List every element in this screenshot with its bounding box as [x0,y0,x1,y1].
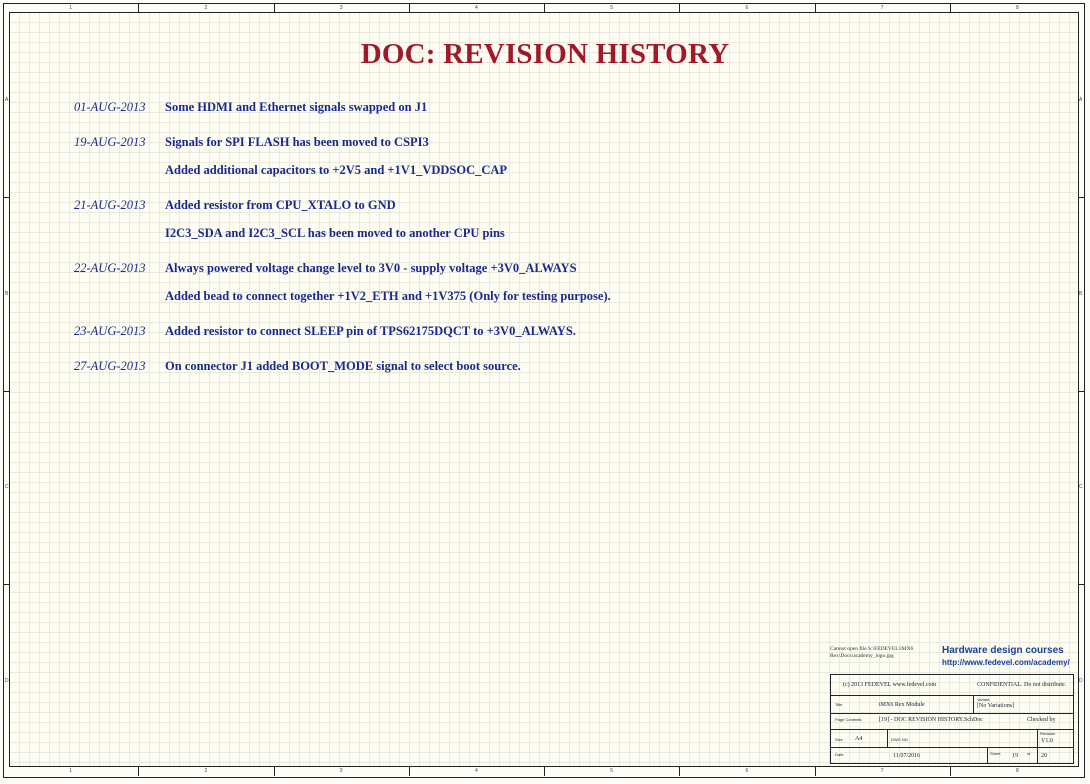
zone-divider [3,197,9,198]
zone-divider [138,767,139,776]
of-value: 20 [1041,753,1047,759]
zone-column-label: 1 [69,5,73,11]
zone-column-label: 3 [339,5,343,11]
logo-missing-message [830,646,913,660]
logo-missing-line: Rex\Docs\academy_logo.jpg [830,653,894,659]
revision-note: Added bead to connect together +1V2_ETH and +1V375 (Only for testing purpose). [165,289,611,303]
zone-divider [138,3,139,12]
page-contents-value: [19] - DOC REVISION HISTORY.SchDoc [879,717,983,723]
title-block [830,674,1074,764]
zone-column-label: 7 [880,5,884,11]
confidential-text: CONFIDENTIAL. Do not distribute. [977,682,1067,688]
revision-note: Always powered voltage change level to 3V0 - supply voltage +3V0_ALWAYS [165,261,577,275]
sheet-label: Sheet [990,751,1001,756]
zone-column-label: 2 [204,768,208,774]
revision-date: 21-AUG-2013 [74,198,146,212]
revision-note: I2C3_SDA and I2C3_SCL has been moved to another CPU pins [165,226,505,240]
revision-note: Some HDMI and Ethernet signals swapped on J1 [165,100,428,114]
zone-divider [3,584,9,585]
size-value: A4 [855,736,863,742]
zone-divider [1079,391,1085,392]
page-contents-label: Page Contents [835,717,862,722]
zone-divider [409,767,410,776]
zone-divider [679,3,680,12]
revision-date: 19-AUG-2013 [74,135,146,149]
zone-divider [3,391,9,392]
zone-divider [409,3,410,12]
dwg-no-label: DWG NO [891,737,908,742]
zone-divider [1079,197,1085,198]
revision-date: 23-AUG-2013 [74,324,146,338]
sheet-value: 19 [1012,753,1018,759]
revision-note: On connector J1 added BOOT_MODE signal to select boot source. [165,359,521,373]
zone-divider [544,3,545,12]
zone-column-label: 6 [745,5,749,11]
zone-row-label: C [5,484,9,491]
zone-divider [1079,584,1085,585]
zone-divider [815,3,816,12]
zone-row-label: A [1079,96,1083,103]
revision-date: 22-AUG-2013 [74,261,146,275]
zone-row-label: D [5,678,9,685]
revision-value: V1.0 [1041,738,1053,744]
checked-by-label: Checked by [1027,717,1056,723]
date-label: Date [835,752,844,757]
zone-row-label: D [1079,678,1083,685]
zone-divider [815,767,816,776]
revision-date: 01-AUG-2013 [74,100,146,114]
revision-date: 27-AUG-2013 [74,359,146,373]
zone-column-label: 1 [69,768,73,774]
zone-column-label: 8 [1015,5,1019,11]
variant-label: Variant [977,697,990,702]
revision-note: Added additional capacitors to +2V5 and +1V1_VDDSOC_CAP [165,163,508,177]
zone-divider [950,767,951,776]
courses-title: Hardware design courses [942,645,1064,656]
zone-column-label: 6 [745,768,749,774]
zone-row-label: B [1079,290,1083,297]
size-label: Size [835,737,843,742]
revision-note: Signals for SPI FLASH has been moved to CSPI3 [165,135,429,149]
page-title: DOC: REVISION HISTORY [360,38,730,70]
zone-divider [544,767,545,776]
zone-row-label: A [5,96,9,103]
zone-column-label: 2 [204,5,208,11]
zone-column-label: 4 [474,5,478,11]
courses-url-link[interactable]: http://www.fedevel.com/academy/ [942,658,1070,667]
of-label: of [1027,751,1031,756]
title-value: iMX6 Rex Module [879,702,925,708]
logo-missing-line: Cannot open file S:\FEDEVEL\iMX6 [830,646,914,652]
variant-value: [No Variations] [977,703,1015,709]
revision-note: Added resistor from CPU_XTALO to GND [165,198,396,212]
zone-divider [274,3,275,12]
zone-row-label: C [1079,484,1083,491]
copyright-text: (c) 2013 FEDEVEL www.fedevel.com [843,682,937,688]
sheet-grid [9,12,1079,767]
title-label: Title [835,702,843,707]
revision-note: Added resistor to connect SLEEP pin of TPS62175DQCT to +3V0_ALWAYS. [165,324,576,338]
zone-row-label: B [5,290,9,297]
zone-column-label: 3 [339,768,343,774]
zone-column-label: 8 [1015,768,1019,774]
zone-divider [679,767,680,776]
revision-label: Revision [1040,731,1056,736]
zone-column-label: 7 [880,768,884,774]
zone-divider [950,3,951,12]
zone-column-label: 5 [610,768,614,774]
date-value: 11/07/2016 [893,753,921,759]
zone-column-label: 5 [610,5,614,11]
zone-column-label: 4 [474,768,478,774]
zone-divider [274,767,275,776]
